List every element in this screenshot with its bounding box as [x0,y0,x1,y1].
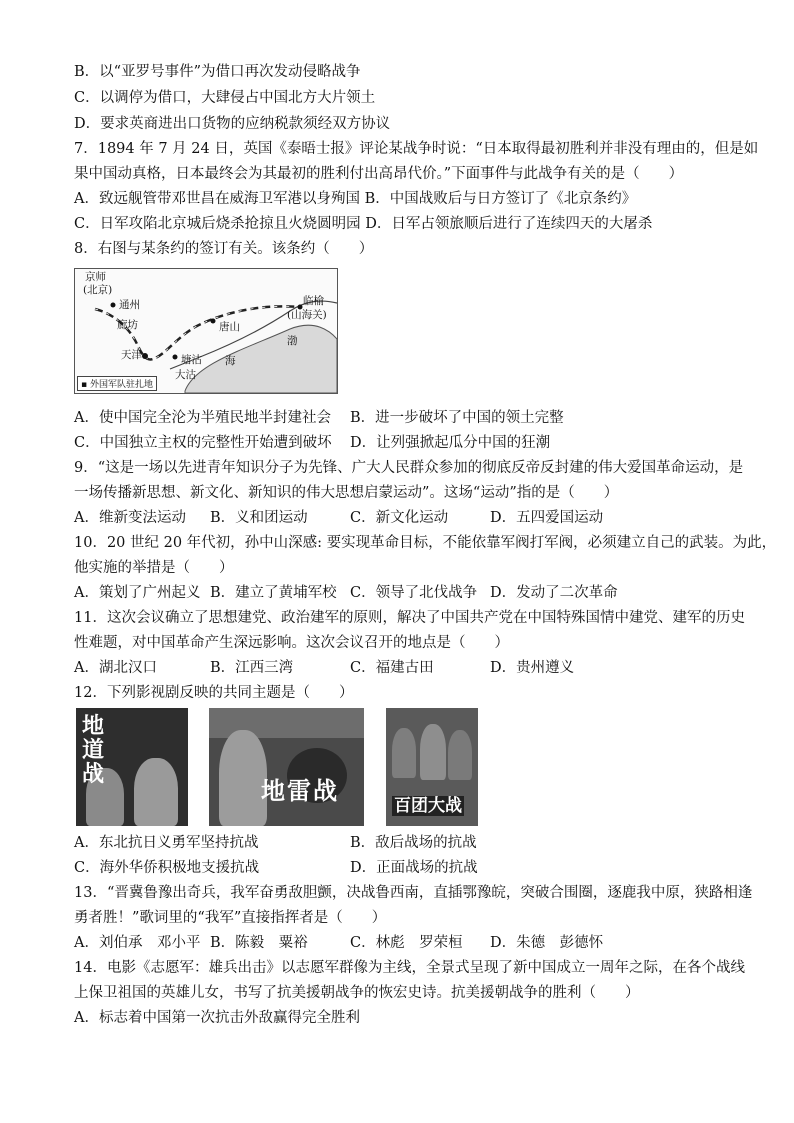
poster-didaozhan [76,708,188,826]
q13-option-d: D．朱德 彭德怀 [490,935,604,951]
map-label-tianjin: 天津 [121,349,142,361]
q7-stem-line1: 7．1894 年 7 月 24 日，英国《泰晤士报》评论某战争时说：“日本取得最初胜利并非没有理由的，但是如 [74,141,759,157]
q9-option-c: C．新文化运动 [350,510,449,526]
map-label-shanhaiguan: (山海关) [287,309,327,321]
q10-stem-line1: 10．20 世纪 20 年代初，孙中山深感: 要实现革命目标，不能依靠军阀打军阀，必须建立自己的武装。为此， [74,535,777,551]
q7-options-line2: C．日军攻陷北京城后烧杀抢掠且火烧圆明园 D．日军占领旅顺后进行了连续四天的大屠杀 [74,216,653,232]
q10-stem-line2: 他实施的举措是（ ） [74,560,234,576]
q13-option-c: C．林彪 罗荣桓 [350,935,463,951]
q10-option-b: B．建立了黄埔军校 [210,585,337,601]
q10-option-a: A．策划了广州起义 [74,585,201,601]
q13-stem-line1: 13．“晋冀鲁豫出奇兵，我军奋勇敌胆颤，决战鲁西南，直插鄂豫皖，突破合围圈，逐鹿我中原，狭路相逢 [74,885,753,901]
poster-title-dileizhan: 地雷战 [261,776,339,805]
q6-option-d: D．要求英商进出口货物的应纳税款须经双方协议 [74,116,391,132]
q14-option-a: A．标志着中国第一次抗击外敌赢得完全胜利 [74,1010,360,1026]
poster-title-baituandazhan: 百团大战 [394,796,462,816]
map-legend-text: 外国军队驻扎地 [89,380,153,390]
map-label-dagu: 大沽 [175,369,196,381]
q14-stem-line1: 14．电影《志愿军：雄兵出击》以志愿军群像为主线，全景式呈现了新中国成立一周年之际，在各个战线 [74,960,745,976]
q13-option-a: A．刘伯承 邓小平 [74,935,201,951]
q8-option-c: C．中国独立主权的完整性开始遭到破坏 [74,435,332,451]
q7-options-line1: A．致远舰管带邓世昌在威海卫军港以身殉国 B．中国战败后与日方签订了《北京条约》 [74,191,637,207]
q12-option-d: D．正面战场的抗战 [350,860,478,876]
poster-figure [420,724,446,780]
q9-stem-line2: 一场传播新思想、新文化、新知识的伟大思想启蒙运动”。这场“运动”指的是（ ） [74,485,619,501]
q14-stem-line2: 上保卫祖国的英雄儿女，书写了抗美援朝战争的恢宏史诗。抗美援朝战争的胜利（ ） [74,985,640,1001]
poster-baituandazhan [386,708,478,826]
q8-option-a: A．使中国完全沦为半殖民地半封建社会 [74,410,331,426]
q8-option-d: D．让列强掀起瓜分中国的狂潮 [350,435,551,451]
poster-dileizhan [209,708,364,826]
q10-option-c: C．领导了北伐战争 [350,585,478,601]
q12-stem: 12．下列影视剧反映的共同主题是（ ） [74,685,354,701]
q10-option-d: D．发动了二次革命 [490,585,618,601]
map-label-linyu: 临榆 [303,295,324,307]
map-label-tangshan: 唐山 [219,321,240,333]
poster-title-didaozhan: 地道战 [82,713,105,787]
poster-figure [448,730,472,780]
q12-option-a: A．东北抗日义勇军坚持抗战 [74,835,259,851]
q8-option-b: B．进一步破坏了中国的领土完整 [350,410,564,426]
q11-stem-line2: 性难题，对中国革命产生深远影响。这次会议召开的地点是（ ） [74,635,509,651]
q13-option-b: B．陈毅 粟裕 [210,935,308,951]
map-label-beijing: (北京) [83,284,113,296]
q11-stem-line1: 11．这次会议确立了思想建党、政治建军的原则，解决了中国共产党在中国特殊国情中建党、建军的历史 [74,610,745,626]
q11-option-a: A．湖北汉口 [74,660,157,676]
q9-stem-line1: 9．“这是一场以先进青年知识分子为先锋、广大人民群众参加的彻底反帝反封建的伟大爱国革命运动，是 [74,460,744,476]
q7-stem-line2: 果中国动真格，日本最终会为其最初的胜利付出高昂代价。”下面事件与此战争有关的是（ ） [74,166,684,182]
q13-stem-line2: 勇者胜！”歌词里的“我军”直接指挥者是（ ） [74,910,387,926]
map-drawing [75,269,337,393]
q11-option-d: D．贵州遵义 [490,660,575,676]
map-legend: ▪ 外国军队驻扎地 [77,376,157,391]
poster-figure [392,728,416,778]
treaty-map [74,268,338,394]
q9-option-a: A．维新变法运动 [74,510,186,526]
q6-option-c: C．以调停为借口，大肆侵占中国北方大片领土 [74,90,376,106]
q11-option-c: C．福建古田 [350,660,434,676]
q12-option-c: C．海外华侨积极地支援抗战 [74,860,260,876]
poster-figure [219,730,267,826]
map-label-bo: 渤 [287,335,298,347]
map-label-hai: 海 [225,355,236,367]
q8-stem: 8．右图与某条约的签订有关。该条约（ ） [74,241,374,257]
q6-option-b: B．以“亚罗号事件”为借口再次发动侵略战争 [74,64,361,80]
map-label-tongzhou: 通州 [119,299,140,311]
map-label-tanggu: 塘沽 [181,354,202,366]
q11-option-b: B．江西三湾 [210,660,294,676]
map-label-langfang: 廊坊 [117,319,138,331]
map-label-jingshi: 京师 [85,271,106,283]
q9-option-d: D．五四爱国运动 [490,510,604,526]
q12-option-b: B．敌后战场的抗战 [350,835,477,851]
poster-figure [134,758,178,826]
q9-option-b: B．义和团运动 [210,510,308,526]
